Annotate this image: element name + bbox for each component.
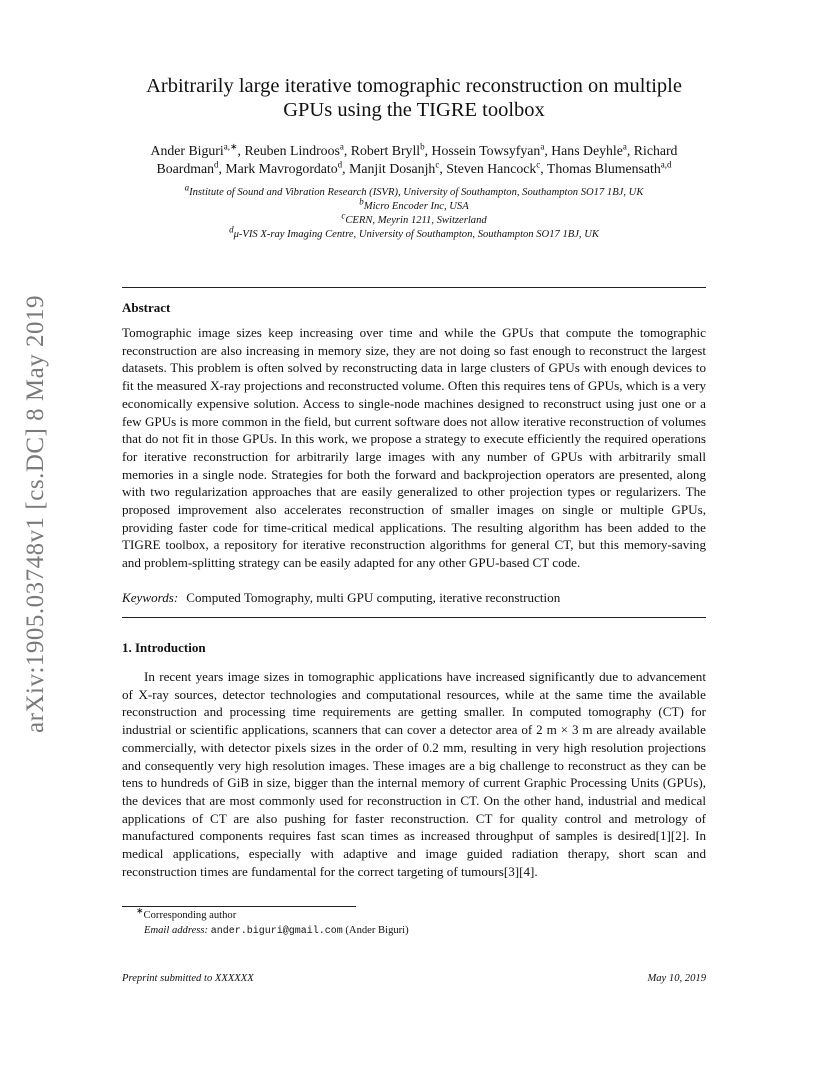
affiliation-list	[122, 182, 706, 242]
abstract-bottom-rule	[122, 617, 706, 618]
author-list: Ander Biguri$^{a,∗}$, Reuben Lindroos$^a$, Robert Bryll$^b$, Hossein Towsyfyan$^a$, Hans Deyhle$^a$, Richard Boardman$^d$, Mark Mavrogordato$^d$, Manjit Dosanjh$^c$, Steven Hancock$^c$, Thomas Blumensath$^{a,d}$	[150, 141, 678, 176]
author-affiliation-mark: a	[339, 141, 344, 152]
affiliation-mark: a	[184, 182, 190, 193]
affiliation	[122, 224, 706, 242]
affiliation-mark: c	[341, 210, 346, 221]
affiliation	[122, 210, 706, 228]
footer-right: May 10, 2019	[647, 973, 706, 984]
affiliation-text: Institute of Sound and Vibration Research (ISVR), University of Southampton, Southampton SO17 1BJ, UK	[189, 187, 644, 198]
author	[547, 161, 672, 176]
affiliation-mark: b	[359, 196, 364, 207]
email-owner: (Ander Biguri)	[345, 924, 409, 936]
author-affiliation-mark: a,d	[660, 159, 672, 170]
abstract-top-rule	[122, 287, 706, 288]
corresponding-note	[122, 905, 706, 924]
footer-left: Preprint submitted to XXXXXX	[122, 973, 254, 984]
author-name: Reuben Lindroos	[244, 143, 340, 158]
affiliation	[122, 196, 706, 214]
corresponding-text: Corresponding author	[143, 910, 237, 921]
affiliation-text: Micro Encoder Inc, USA	[363, 201, 469, 212]
author	[151, 143, 238, 158]
affiliation-text: μ-VIS X-ray Imaging Centre, University of Southampton, Southampton SO17 1BJ, UK	[233, 229, 599, 240]
author-name: Richard Boardman	[156, 143, 678, 176]
author	[551, 143, 627, 158]
affiliation	[122, 182, 706, 200]
author-affiliation-mark: d	[337, 159, 343, 170]
author-affiliation-mark: c	[435, 159, 440, 170]
author	[446, 161, 540, 176]
arxiv-id: arXiv:1905.03748v1 [cs.DC] 8 May 2019	[22, 295, 49, 733]
author	[225, 161, 342, 176]
paper-title: Arbitrarily large iterative tomographic reconstruction on multiple GPUs using the TIGRE toolbox	[146, 75, 682, 121]
author-affiliation-mark: a	[540, 141, 545, 152]
author-name: Ander Biguri	[150, 143, 224, 158]
keywords-text: Computed Tomography, multi GPU computing, iterative reconstruction	[186, 590, 561, 605]
abstract-heading: Abstract	[122, 300, 171, 315]
footnote-mark: ∗	[136, 905, 144, 916]
author	[351, 143, 425, 158]
affiliation-text: CERN, Meyrin 1211, Switzerland	[345, 215, 487, 226]
email-link[interactable]: ander.biguri@gmail.com	[210, 925, 343, 937]
footnote-rule	[122, 906, 356, 907]
author-affiliation-mark: a,∗	[223, 141, 238, 152]
keywords	[122, 590, 560, 606]
author-name: Mark Mavrogordato	[225, 161, 338, 176]
introduction-heading: 1. Introduction	[122, 640, 206, 655]
author-name: Thomas Blumensath	[546, 161, 661, 176]
email-note	[122, 924, 706, 940]
keywords-label: Keywords:	[122, 590, 179, 605]
email-label: Email address:	[144, 924, 209, 936]
author-affiliation-mark: b	[420, 141, 425, 152]
author-name: Hans Deyhle	[551, 143, 623, 158]
author-affiliation-mark: a	[622, 141, 627, 152]
author-affiliation-mark: d	[214, 159, 219, 170]
introduction-text: In recent years image sizes in tomographic applications have increased significantly due to advancement of X-ray sources, detector technologies and computational resources, while at the same time the available reconstruction and processing time requirements are getting smaller. In computed tomography (CT) for industrial or scientific applications, scanners that can cover a detector area of 2 m × 3 m are already available commercially, with detector pixels sizes in the order of 0.2 mm, resulting in very high resolution projections and consequently very high resolution images. These images are a big challenge to reconstruct as they can be tens to hundreds of GiB in size, bigger than the internal memory of current Graphic Processing Units (GPUs), the devices that are most commonly used for reconstruction in CT. On the other hand, industrial and medical applications of CT are also pushing for faster reconstruction. CT for quality control and metrology of manufactured components requires fast scan times as increased throughput of samples is desired[1][2]. In medical applications, especially with adaptive and image guided radiation therapy, short scan and reconstruction times are fundamental for the correct targeting of tumours[3][4].	[122, 669, 706, 879]
footnote	[122, 905, 706, 939]
author-name: Robert Bryll	[350, 143, 421, 158]
author	[349, 161, 439, 176]
author-name: Hossein Towsyfyan	[431, 143, 541, 158]
author-name: Manjit Dosanjh	[349, 161, 436, 176]
author-affiliation-mark: c	[536, 159, 541, 170]
author-name: Steven Hancock	[446, 161, 537, 176]
abstract-text: Tomographic image sizes keep increasing over time and while the GPUs that compute the tomographic reconstruction are also increasing in memory size, they are not doing so fast enough to reconstruct the largest datasets. This problem is often solved by reconstructing data in large clusters of GPUs with enough devices to fit the measured X-ray projections and reconstructed volume. Often this requires tens of GPUs, which is a very economically expensive solution. Access to single-node machines designed to reconstruct using just one or a few GPUs is more common in the field, but current software does not allow iterative reconstruction of volumes that do not fit in those GPUs. In this work, we propose a strategy to execute efficiently the required operations for iterative reconstruction for arbitrarily large images with any number of GPUs with arbitrarily small memories in a single node. Strategies for both the forward and backprojection operators are presented, along with two regularization approaches that are easily generalized to other projection types or regularizers. The proposed improvement also accelerates reconstruction of smaller images on single or multiple GPUs, providing faster code for time-critical medical applications. The resulting algorithm has been added to the TIGRE toolbox, a repository for iterative reconstruction algorithms for general CT, but this memory-saving and problem-splitting strategy can be easily adapted for any other GPU-based CT code.	[122, 325, 706, 571]
author	[432, 143, 545, 158]
arxiv-stamp	[18, 284, 54, 744]
affiliation-mark: d	[229, 224, 234, 235]
author	[244, 143, 343, 158]
